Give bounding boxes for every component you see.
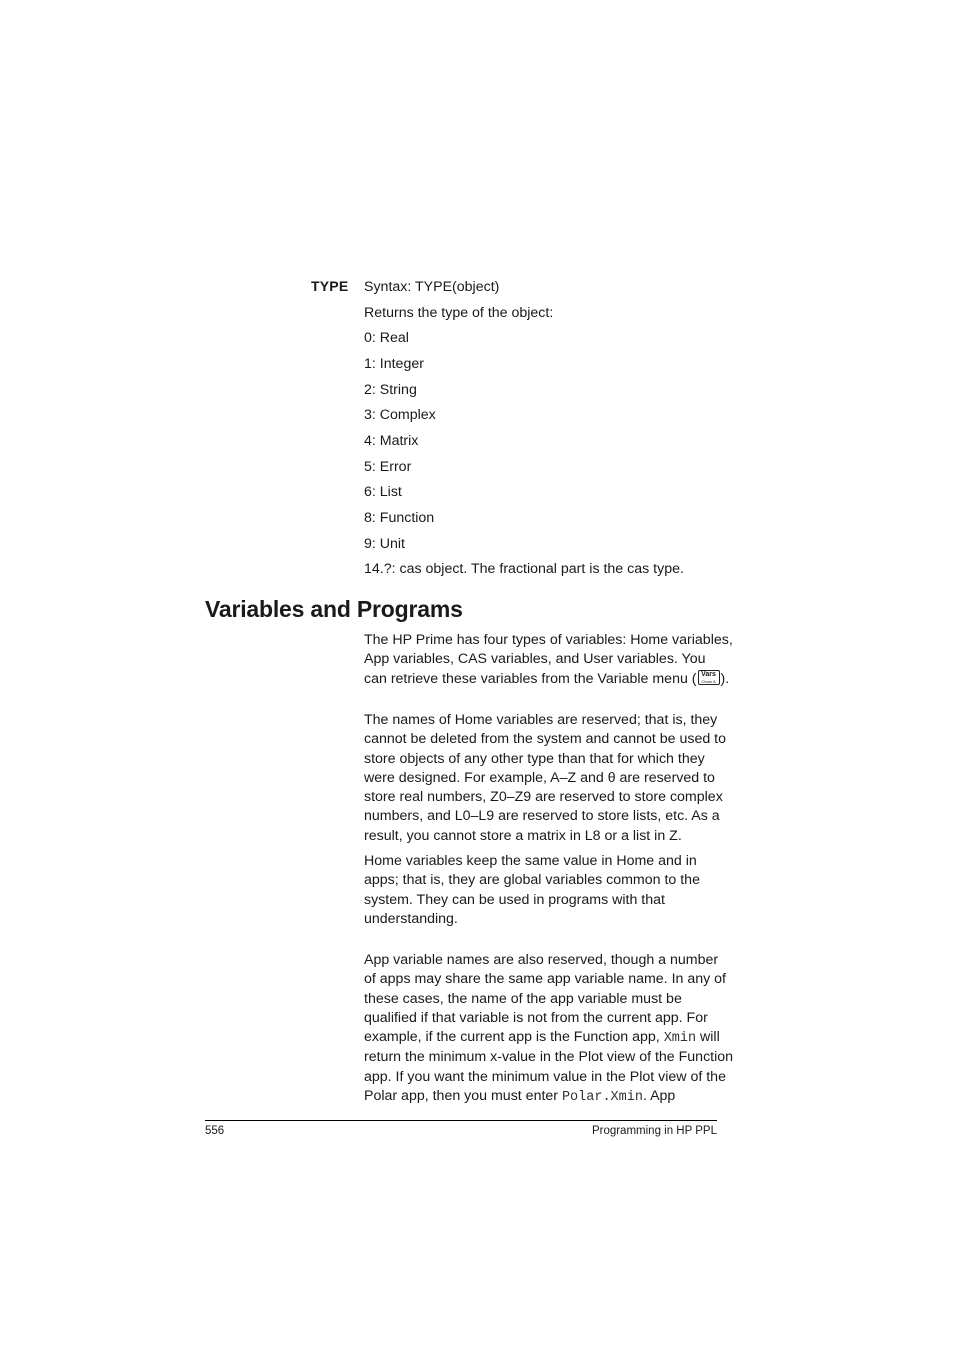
type-item: 6: List: [364, 484, 402, 500]
paragraph-line: [364, 670, 730, 689]
text-span: . App: [642, 1088, 676, 1105]
code-span: Polar.Xmin: [561, 1090, 643, 1106]
paragraph-line: result, you cannot store a matrix in L8 or a list in Z.: [364, 827, 682, 844]
paragraph-line: app. If you want the minimum value in the Plot view of the: [364, 1068, 726, 1085]
section-heading: Variables and Programs: [205, 596, 463, 622]
paragraph-line: [364, 1028, 720, 1048]
vars-key-icon: [698, 670, 720, 685]
type-item: 0: Real: [364, 330, 409, 346]
text-span: Polar app, then you must enter: [364, 1088, 562, 1105]
key-label: Vars: [701, 670, 716, 678]
paragraph-line: Home variables keep the same value in Home and in: [364, 853, 697, 869]
paragraph-line: qualified if that variable is not from the current app. For: [364, 1009, 708, 1026]
paragraph-home-reserved: [364, 711, 727, 846]
paragraph-line: of apps may share the same app variable name. In any of: [364, 971, 726, 988]
paragraph-line: these cases, the name of the app variable must be: [364, 990, 682, 1007]
paragraph-line: The names of Home variables are reserved; that is, they: [364, 712, 718, 728]
paragraph-line: apps; that is, they are global variables common to the: [364, 872, 700, 889]
type-item: 9: Unit: [364, 536, 406, 552]
key-sublabel: Chars A: [701, 678, 716, 684]
text-span: example, if the current app is the Function app,: [364, 1029, 664, 1046]
page-number: 556: [205, 1125, 225, 1137]
type-item: 1: Integer: [364, 356, 424, 372]
paragraph-line: [364, 1087, 720, 1107]
paragraph-home-global: [364, 852, 720, 929]
paragraph-line: App variables, CAS variables, and User variables. You: [364, 651, 706, 668]
text-span: can retrieve these variables from the Variable menu (: [364, 670, 697, 687]
paragraph-line: return the minimum x-value in the Plot view of the Function: [364, 1049, 734, 1066]
paragraph-line: understanding.: [364, 910, 458, 927]
type-item: 4: Matrix: [364, 433, 419, 449]
paragraph-line: cannot be deleted from the system and cannot be used to: [364, 731, 727, 748]
paragraph-intro: [364, 631, 733, 689]
command-name: TYPE: [311, 278, 349, 294]
paragraph-line: App variable names are also reserved, though a number: [364, 952, 719, 968]
type-item: 8: Function: [364, 510, 435, 526]
syntax-line: Syntax: TYPE(object): [364, 279, 500, 295]
paragraph-line: store real numbers, Z0–Z9 are reserved to store complex: [364, 789, 723, 806]
text-span: will: [696, 1029, 720, 1046]
type-item: 2: String: [364, 382, 417, 398]
type-intro: Returns the type of the object:: [364, 305, 554, 321]
paragraph-line: were designed. For example, A–Z and θ are reserved to: [364, 769, 715, 786]
paragraph-line: system. They can be used in programs with that: [364, 891, 665, 908]
type-item: 3: Complex: [364, 407, 436, 423]
text-span: ).: [720, 670, 730, 687]
paragraph-app-variables: [364, 951, 734, 1107]
type-item: 14.?: cas object. The fractional part is the cas type.: [364, 561, 684, 577]
paragraph-line: store objects of any other type than that for which they: [364, 750, 705, 767]
code-span: Xmin: [663, 1031, 697, 1047]
chapter-title: Programming in HP PPL: [591, 1125, 717, 1137]
type-item: 5: Error: [364, 459, 412, 475]
paragraph-line: The HP Prime has four types of variables: Home variables,: [364, 632, 733, 648]
footer-rule: [205, 1120, 717, 1121]
paragraph-line: numbers, and L0–L9 are reserved to store lists, etc. As a: [364, 808, 720, 825]
